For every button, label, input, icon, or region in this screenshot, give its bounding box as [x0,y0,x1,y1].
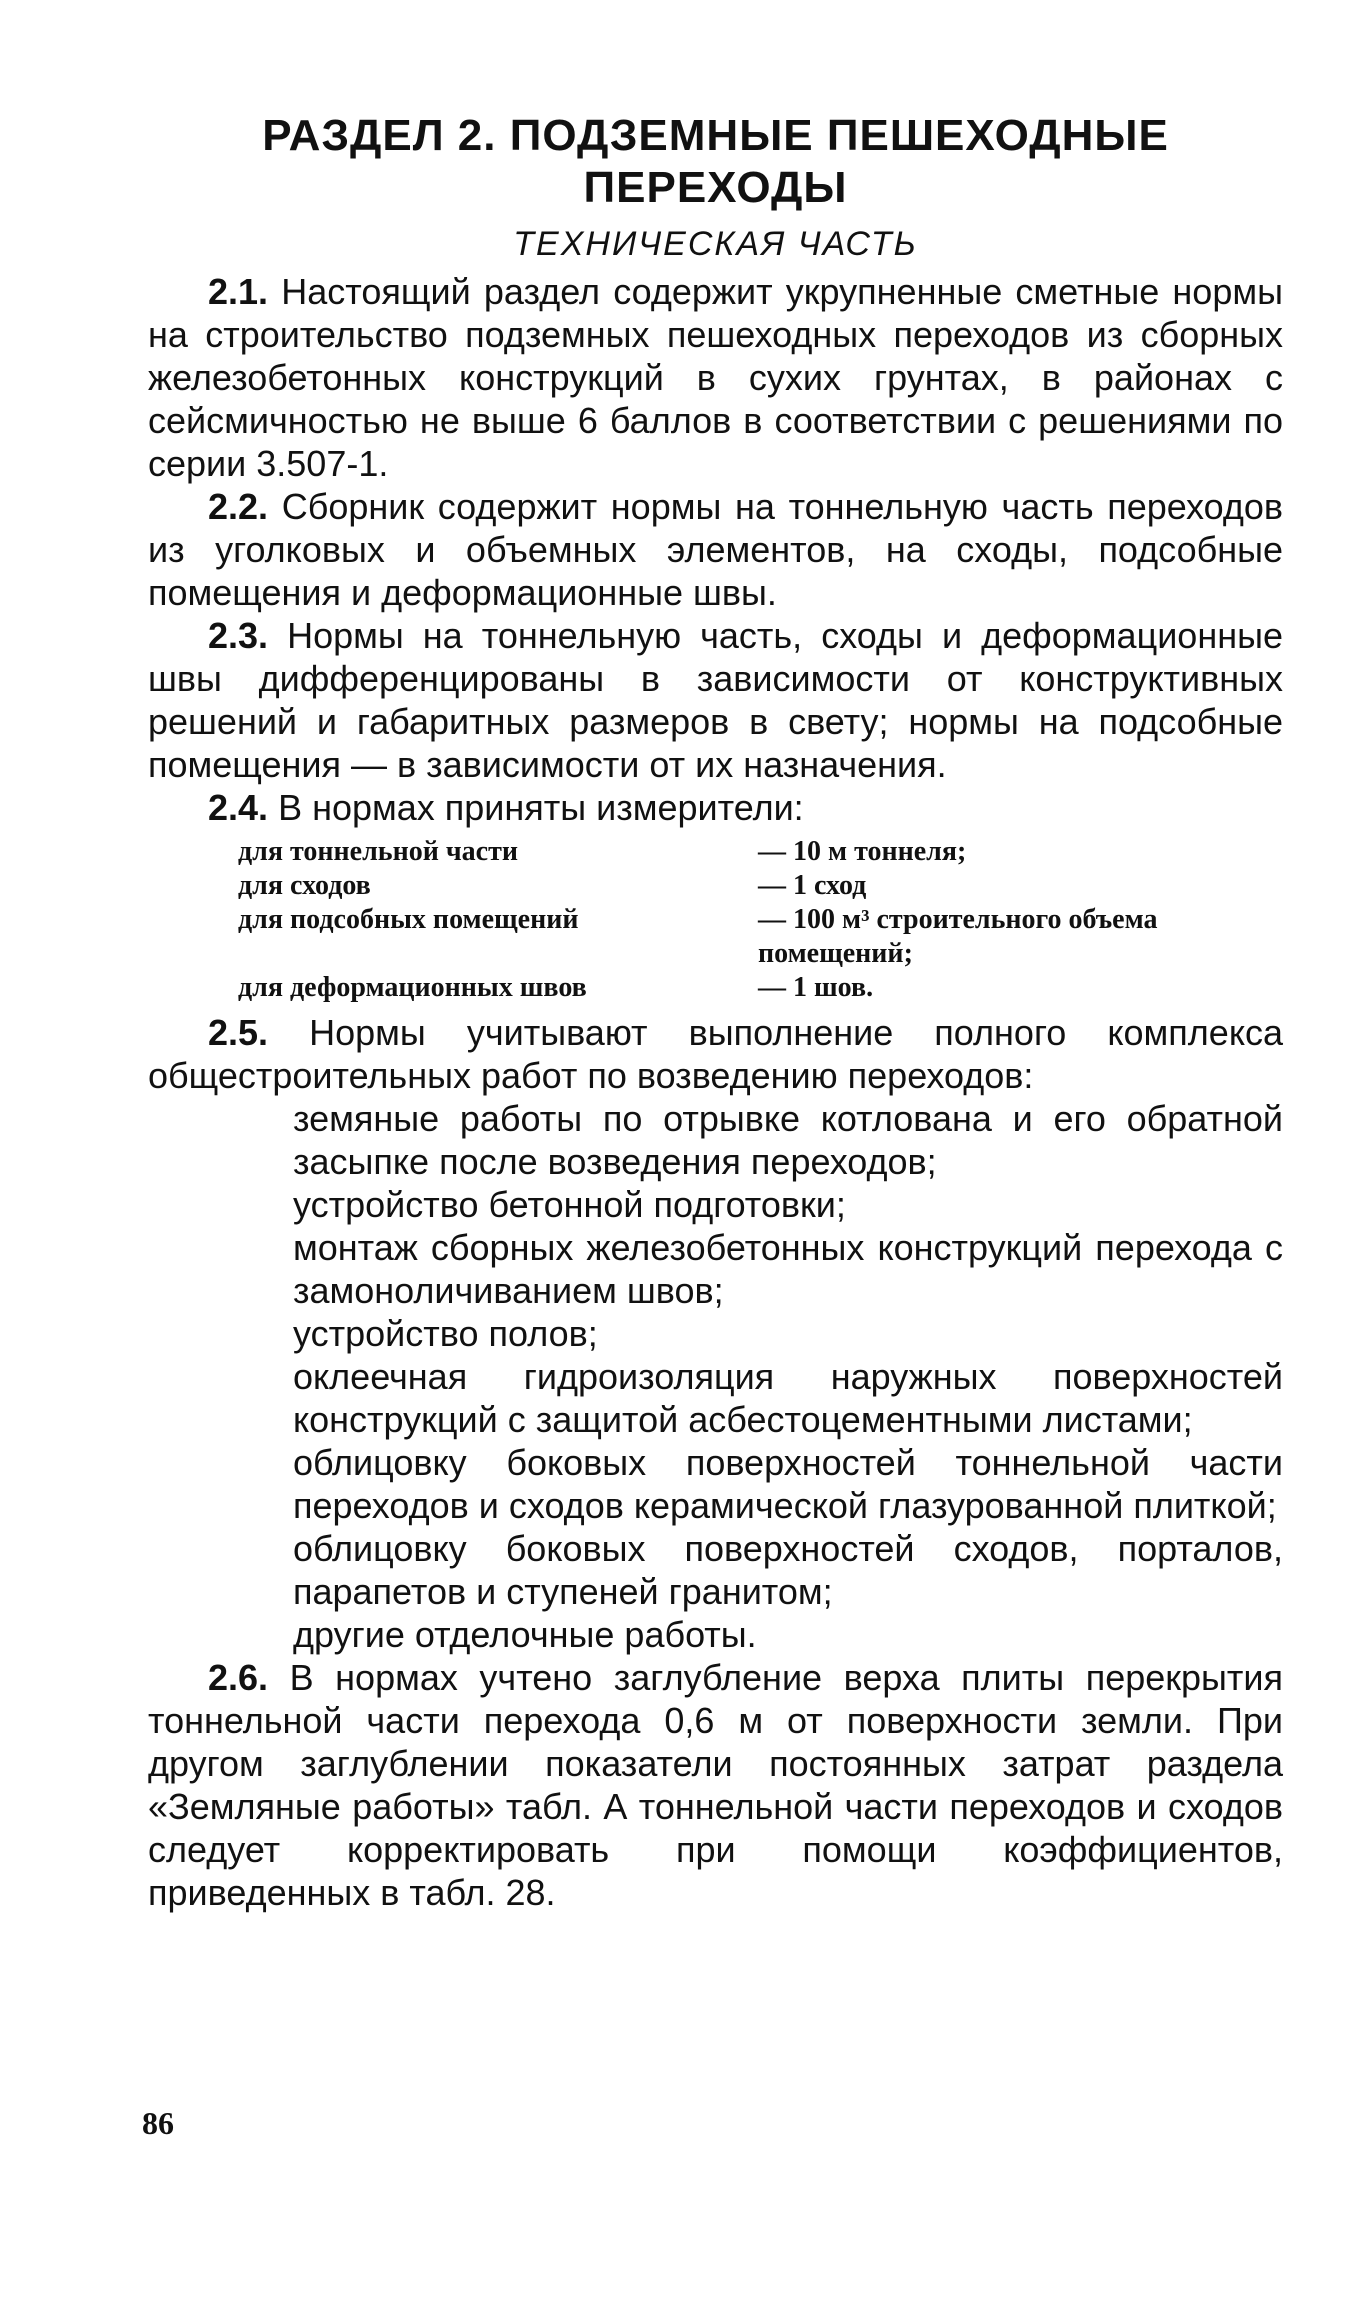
measure-label: для подсобных помещений [238,904,579,935]
paragraph-2-5 [148,1011,1283,1097]
list-item: другие отделочные работы. [293,1614,757,1655]
measure-row [238,869,1278,903]
list-item: облицовку боковых поверхностей сходов, порталов, парапетов и ступеней гранитом; [293,1528,1283,1612]
section-title: РАЗДЕЛ 2. ПОДЗЕМНЫЕ ПЕШЕХОДНЫЕ ПЕРЕХОДЫ [262,111,1169,212]
list-item: земяные работы по отрывке котлована и его обратной засыпке после возведения переходов; [293,1098,1283,1182]
paragraph-2-2 [148,485,1283,614]
measure-value: — 10 м тоннеля; [758,836,967,867]
paragraph-text: В нормах приняты измерители: [278,787,804,828]
paragraph-text: В нормах учтено заглубление верха плиты перекрытия тоннельной части перехода 0,6 м от поверхности земли. При другом заглублении показатели постоянных затрат раздела «Земляные работы» табл. А тоннельной части переходов и сходов следует корректировать при помощи коэффициентов, приведенных в табл. 28. [148,1657,1283,1913]
measure-label: для сходов [238,870,371,901]
measure-value: — 1 сход [758,870,867,901]
measures-list [238,835,1278,1005]
paragraph-number: 2.4. [208,787,269,828]
measure-label: для тоннельной части [238,836,518,867]
paragraph-number: 2.2. [208,486,269,527]
list-item: монтаж сборных железобетонных конструкций перехода с замоноличиванием швов; [293,1227,1283,1311]
paragraph-number: 2.6. [208,1657,269,1698]
paragraph-text: Настоящий раздел содержит укрупненные сметные нормы на строительство подземных пешеходных переходов из сборных железобетонных конструкций в сухих грунтах, в районах с сейсмичностью не выше 6 баллов в соответствии с решениями по серии 3.507-1. [148,271,1283,484]
paragraph-2-1 [148,270,1283,485]
paragraph-2-3 [148,614,1283,786]
paragraph-number: 2.1. [208,271,269,312]
paragraph-text: Нормы на тоннельную часть, сходы и деформационные швы дифференцированы в зависимости от конструктивных решений и габаритных размеров в свету; нормы на подсобные помещения — в зависимости от их назначения. [148,615,1283,785]
list-item: устройство бетонной подготовки; [293,1184,846,1225]
page-number: 86 [142,2105,174,2141]
paragraph-2-6 [148,1656,1283,1914]
list-item: оклеечная гидроизоляция наружных поверхностей конструкций с защитой асбестоцементными листами; [293,1356,1283,1440]
paragraph-2-4 [148,786,1283,829]
measure-value: — 100 м³ строительного объема помещений; [758,904,1158,969]
paragraph-text: Сборник содержит нормы на тоннельную часть переходов из уголковых и объемных элементов, на сходы, подсобные помещения и деформационные швы. [148,486,1283,613]
measure-row [238,971,1278,1005]
measure-row [238,835,1278,869]
list-item: облицовку боковых поверхностей тоннельной части переходов и сходов керамической глазурованной плиткой; [293,1442,1283,1526]
works-list [293,1097,1283,1656]
paragraph-text: Нормы учитывают выполнение полного комплекса общестроительных работ по возведению переходов: [148,1012,1283,1096]
paragraph-number: 2.5. [208,1012,269,1053]
section-subtitle: ТЕХНИЧЕСКАЯ ЧАСТЬ [513,225,918,263]
measure-value: — 1 шов. [758,972,874,1003]
paragraph-number: 2.3. [208,615,269,656]
measure-label: для деформационных швов [238,972,587,1003]
list-item: устройство полов; [293,1313,598,1354]
measure-row [238,903,1278,971]
document-page [148,110,1283,1914]
